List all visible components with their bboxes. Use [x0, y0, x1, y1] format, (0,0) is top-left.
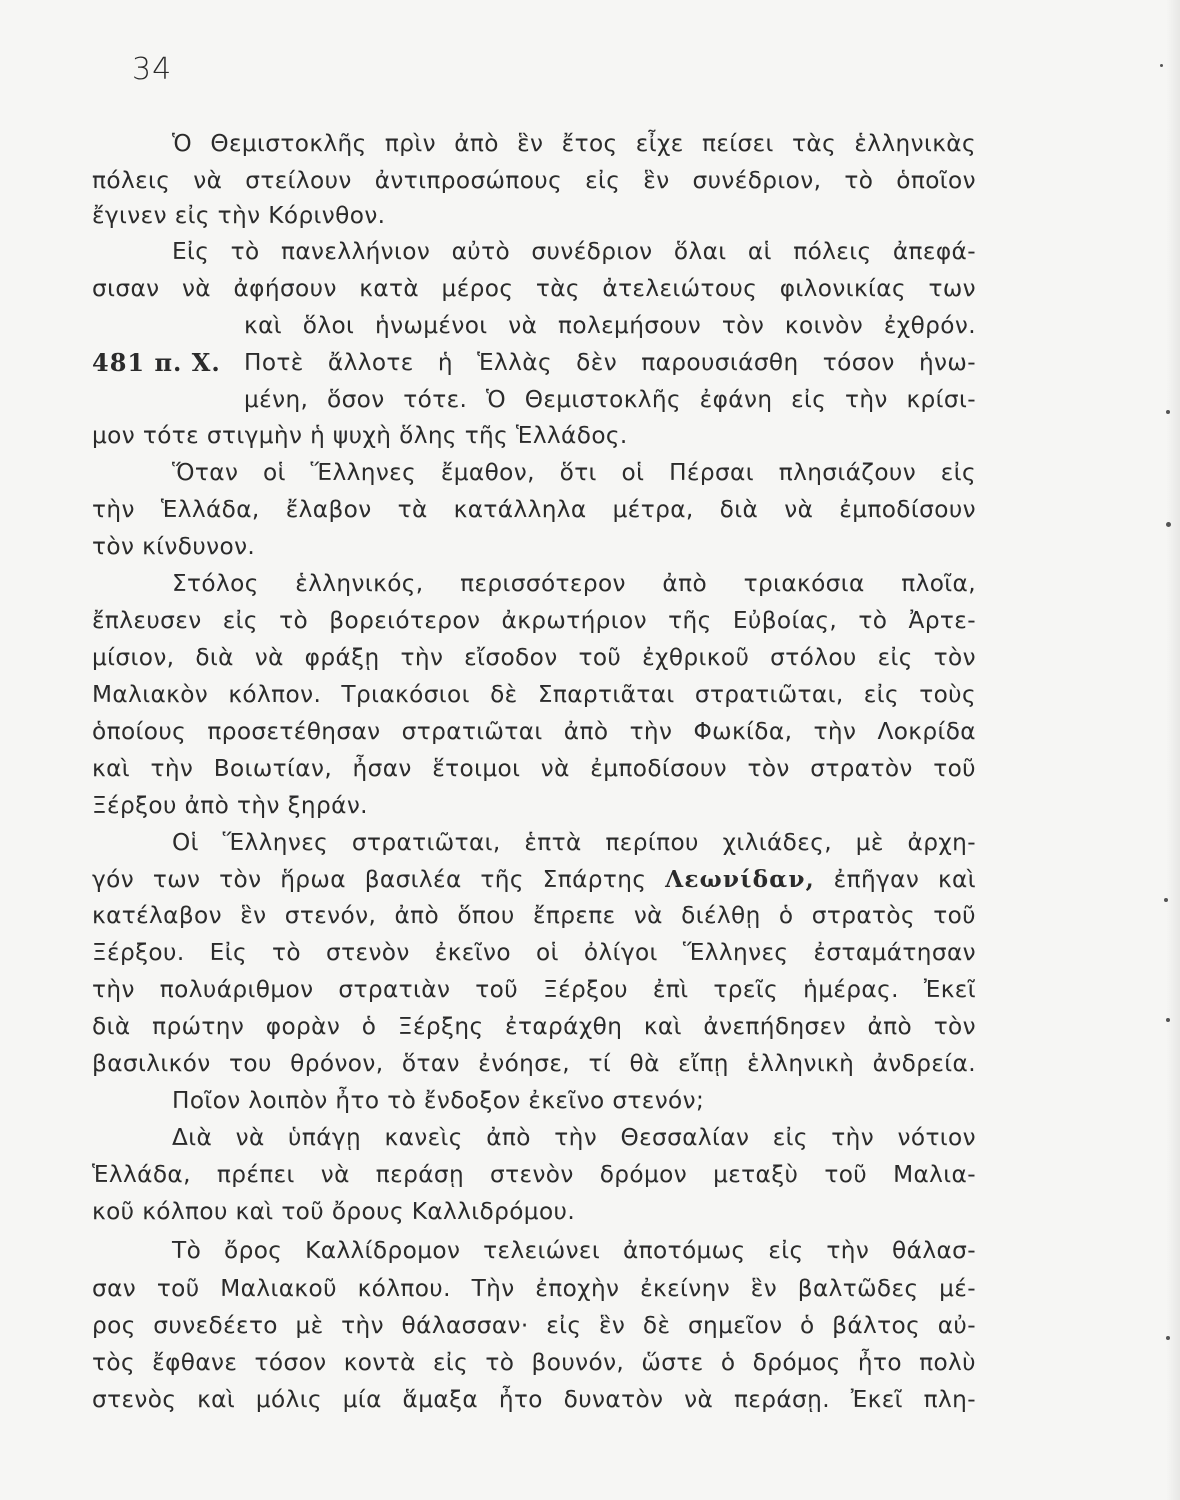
text-line: τὸς ἔφθανε τόσον κοντὰ εἰς τὸ βουνόν, ὥστε ὁ δρόμος ἦτο πολὺ — [92, 1349, 976, 1376]
text-line: τὴν πολυάριθμον στρατιὰν τοῦ Ξέρξου ἐπὶ τρεῖς ἡμέρας. Ἐκεῖ — [92, 976, 976, 1003]
text-line: ἔγινεν εἰς τὴν Κόρινθον. — [92, 202, 386, 229]
text-line: Διὰ νὰ ὑπάγῃ κανεὶς ἀπὸ τὴν Θεσσαλίαν εἰς τὴν νότιον — [172, 1124, 976, 1151]
text-line: Ποῖον λοιπὸν ἦτο τὸ ἔνδοξον ἐκεῖνο στενόν; — [172, 1087, 705, 1114]
text-line: κοῦ κόλπου καὶ τοῦ ὄρους Καλλιδρόμου. — [92, 1198, 576, 1225]
text-line: Μαλιακὸν κόλπον. Τριακόσιοι δὲ Σπαρτιᾶται στρατιῶται, εἰς τοὺς — [92, 681, 976, 708]
text-line: Τὸ ὄρος Καλλίδρομον τελειώνει ἀποτόμως εἰς τὴν θάλασ- — [172, 1237, 976, 1264]
text-line: τὸν κίνδυνον. — [92, 533, 256, 560]
text-line: μένη, ὅσον τότε. Ὁ Θεμιστοκλῆς ἐφάνη εἰς τὴν κρίσι- — [244, 386, 976, 413]
text-line: Εἰς τὸ πανελλήνιον αὐτὸ συνέδριον ὅλαι αἱ πόλεις ἀπεφά- — [172, 238, 976, 265]
text-line: τὴν Ἑλλάδα, ἔλαβον τὰ κατάλληλα μέτρα, διὰ νὰ ἐμποδίσουν — [92, 496, 976, 523]
text-line: σισαν νὰ ἀφήσουν κατὰ μέρος τὰς ἀτελειώτους φιλονικίας των — [92, 275, 976, 302]
text-line: στενὸς καὶ μόλις μία ἅμαξα ἦτο δυνατὸν νὰ περάσῃ. Ἐκεῖ πλη- — [92, 1386, 976, 1413]
text-segment: γόν των τὸν ἥρωα βασιλέα τῆς Σπάρτης — [92, 866, 647, 893]
text-line: σαν τοῦ Μαλιακοῦ κόλπου. Τὴν ἐποχὴν ἐκείνην ἓν βαλτῶδες μέ- — [92, 1275, 976, 1302]
text-line: βασιλικόν του θρόνον, ὅταν ἐνόησε, τί θὰ εἴπῃ ἑλληνικὴ ἀνδρεία. — [92, 1050, 976, 1077]
margin-date-note: 481 π. Χ. — [92, 348, 221, 377]
text-line: καὶ ὅλοι ἡνωμένοι νὰ πολεμήσουν τὸν κοινὸν ἐχθρόν. — [244, 312, 976, 339]
text-line: Ξέρξου ἀπὸ τὴν ξηράν. — [92, 792, 368, 819]
text-line: καὶ τὴν Βοιωτίαν, ἦσαν ἕτοιμοι νὰ ἐμποδίσουν τὸν στρατὸν τοῦ — [92, 755, 976, 782]
text-line: πόλεις νὰ στείλουν ἀντιπροσώπους εἰς ἓν συνέδριον, τὸ ὁποῖον — [92, 167, 976, 194]
text-line: Ὁ Θεμιστοκλῆς πρὶν ἀπὸ ἓν ἔτος εἶχε πείσει τὰς ἑλληνικὰς — [172, 130, 976, 157]
text-line: Ξέρξου. Εἰς τὸ στενὸν ἐκεῖνο οἱ ὀλίγοι Ἕλληνες ἐσταμάτησαν — [92, 939, 976, 966]
text-line: ὁποίους προσετέθησαν στρατιῶται ἀπὸ τὴν Φωκίδα, τὴν Λοκρίδα — [92, 718, 976, 745]
scan-speck — [1160, 64, 1163, 67]
text-line: διὰ πρώτην φορὰν ὁ Ξέρξης ἐταράχθη καὶ ἀνεπήδησεν ἀπὸ τὸν — [92, 1013, 976, 1040]
page-edge-shadow — [1166, 0, 1180, 1500]
text-line: ἔπλευσεν εἰς τὸ βορειότερον ἀκρωτήριον τῆς Εὐβοίας, τὸ Ἀρτε- — [92, 607, 976, 634]
text-line: Στόλος ἑλληνικός, περισσότερον ἀπὸ τριακόσια πλοῖα, — [172, 570, 976, 597]
text-line: Οἱ Ἕλληνες στρατιῶται, ἑπτὰ περίπου χιλιάδες, μὲ ἀρχη- — [172, 829, 976, 856]
text-segment: ἐπῆγαν καὶ — [833, 866, 976, 893]
text-line: μίσιον, διὰ νὰ φράξῃ τὴν εἴσοδον τοῦ ἐχθρικοῦ στόλου εἰς τὸν — [92, 644, 976, 671]
text-line: Ἑλλάδα, πρέπει νὰ περάσῃ στενὸν δρόμον μεταξὺ τοῦ Μαλια- — [92, 1161, 976, 1188]
text-line: Ποτὲ ἄλλοτε ἡ Ἑλλὰς δὲν παρουσιάσθη τόσον ἡνω- — [244, 349, 976, 376]
text-line: μον τότε στιγμὴν ἡ ψυχὴ ὅλης τῆς Ἑλλάδος. — [92, 422, 628, 449]
page-number: 34 — [132, 52, 173, 87]
text-line: Ὅταν οἱ Ἕλληνες ἔμαθον, ὅτι οἱ Πέρσαι πλησιάζουν εἰς — [172, 459, 976, 486]
text-line: κατέλαβον ἓν στενόν, ἀπὸ ὅπου ἔπρεπε νὰ διέλθῃ ὁ στρατὸς τοῦ — [92, 902, 976, 929]
text-line — [92, 862, 976, 898]
leonidas-name: Λεωνίδαν, — [665, 866, 815, 893]
text-line: ρος συνεδέετο μὲ τὴν θάλασσαν· εἰς ἓν δὲ σημεῖον ὁ βάλτος αὐ- — [92, 1312, 976, 1339]
